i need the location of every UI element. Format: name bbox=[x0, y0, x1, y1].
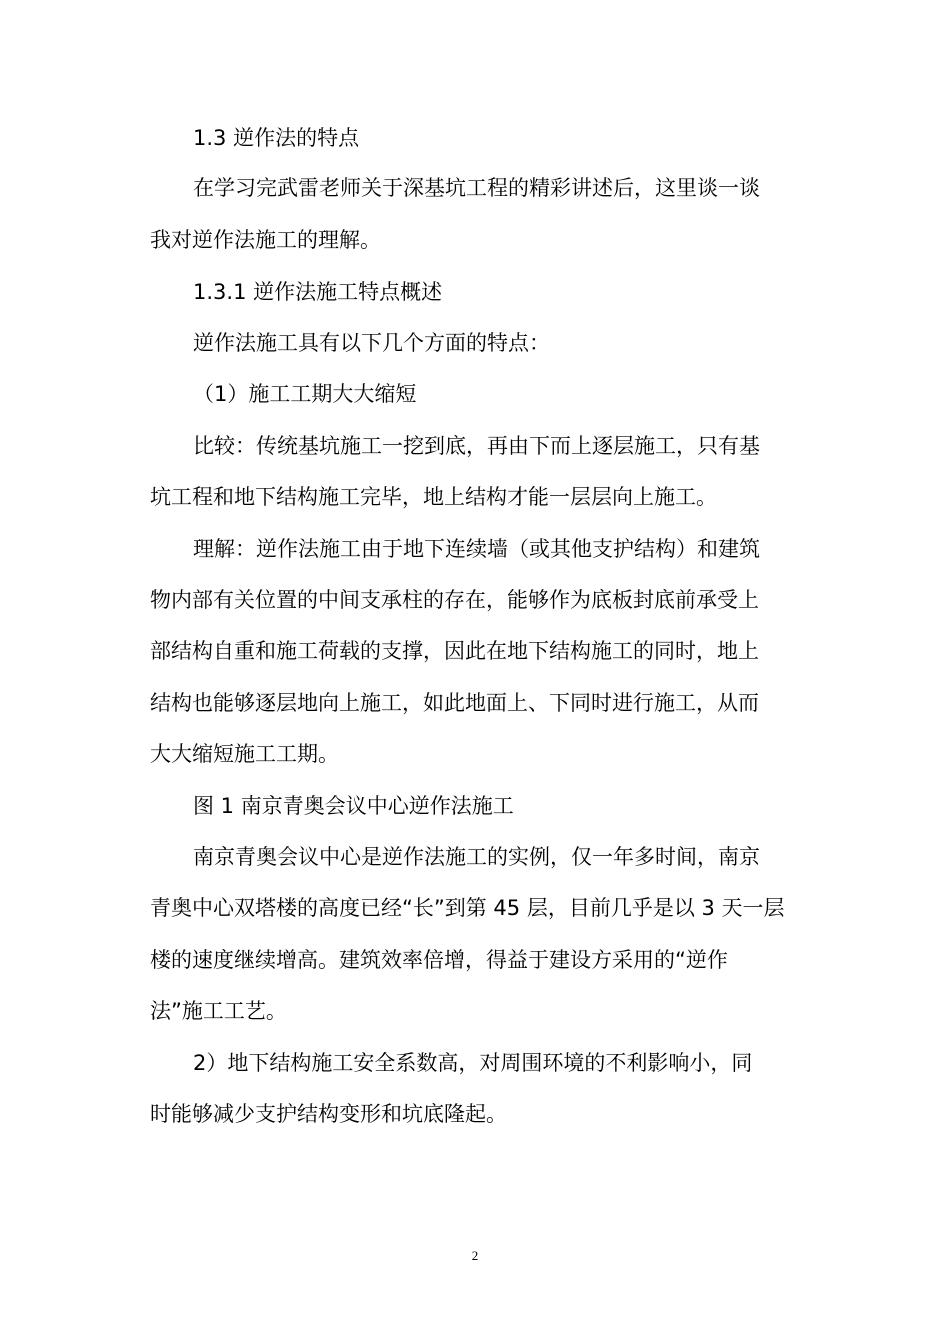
paragraph-line: 法”施工工艺。 bbox=[150, 999, 287, 1023]
paragraph-line: 我对逆作法施工的理解。 bbox=[150, 228, 381, 252]
paragraph-line: 比较：传统基坑施工一挖到底，再由下而上逐层施工，只有基 bbox=[193, 434, 760, 458]
paragraph-line: 在学习完武雷老师关于深基坑工程的精彩讲述后，这里谈一谈 bbox=[193, 176, 760, 200]
list-heading: （1）施工工期大大缩短 bbox=[193, 382, 417, 406]
paragraph-line: 结构也能够逐层地向上施工，如此地面上、下同时进行施工，从而 bbox=[150, 691, 759, 715]
paragraph-line: 南京青奥会议中心是逆作法施工的实例，仅一年多时间，南京 bbox=[193, 845, 760, 869]
paragraph-line: 部结构自重和施工荷载的支撑，因此在地下结构施工的同时，地上 bbox=[150, 639, 759, 663]
paragraph-line: 青奥中心双塔楼的高度已经“长”到第 45 层，目前几乎是以 3 天一层 bbox=[150, 896, 785, 920]
section-heading-1-3-1: 1.3.1 逆作法施工特点概述 bbox=[193, 280, 443, 304]
paragraph-line: 理解：逆作法施工由于地下连续墙（或其他支护结构）和建筑 bbox=[193, 537, 760, 561]
section-heading-1-3: 1.3 逆作法的特点 bbox=[193, 126, 360, 150]
paragraph-line: 物内部有关位置的中间支承柱的存在，能够作为底板封底前承受上 bbox=[150, 588, 759, 612]
paragraph-line: 时能够减少支护结构变形和坑底隆起。 bbox=[150, 1102, 507, 1126]
paragraph-line: 逆作法施工具有以下几个方面的特点： bbox=[193, 331, 550, 355]
paragraph-line: 大大缩短施工工期。 bbox=[150, 742, 339, 766]
paragraph-line: 楼的速度继续增高。建筑效率倍增，得益于建设方采用的“逆作 bbox=[150, 948, 728, 972]
paragraph-line: 2）地下结构施工安全系数高，对周围环境的不利影响小，同 bbox=[193, 1051, 753, 1075]
paragraph-line: 坑工程和地下结构施工完毕，地上结构才能一层层向上施工。 bbox=[150, 485, 717, 509]
page-number: 2 bbox=[471, 1248, 479, 1263]
figure-caption: 图 1 南京青奥会议中心逆作法施工 bbox=[193, 794, 514, 818]
